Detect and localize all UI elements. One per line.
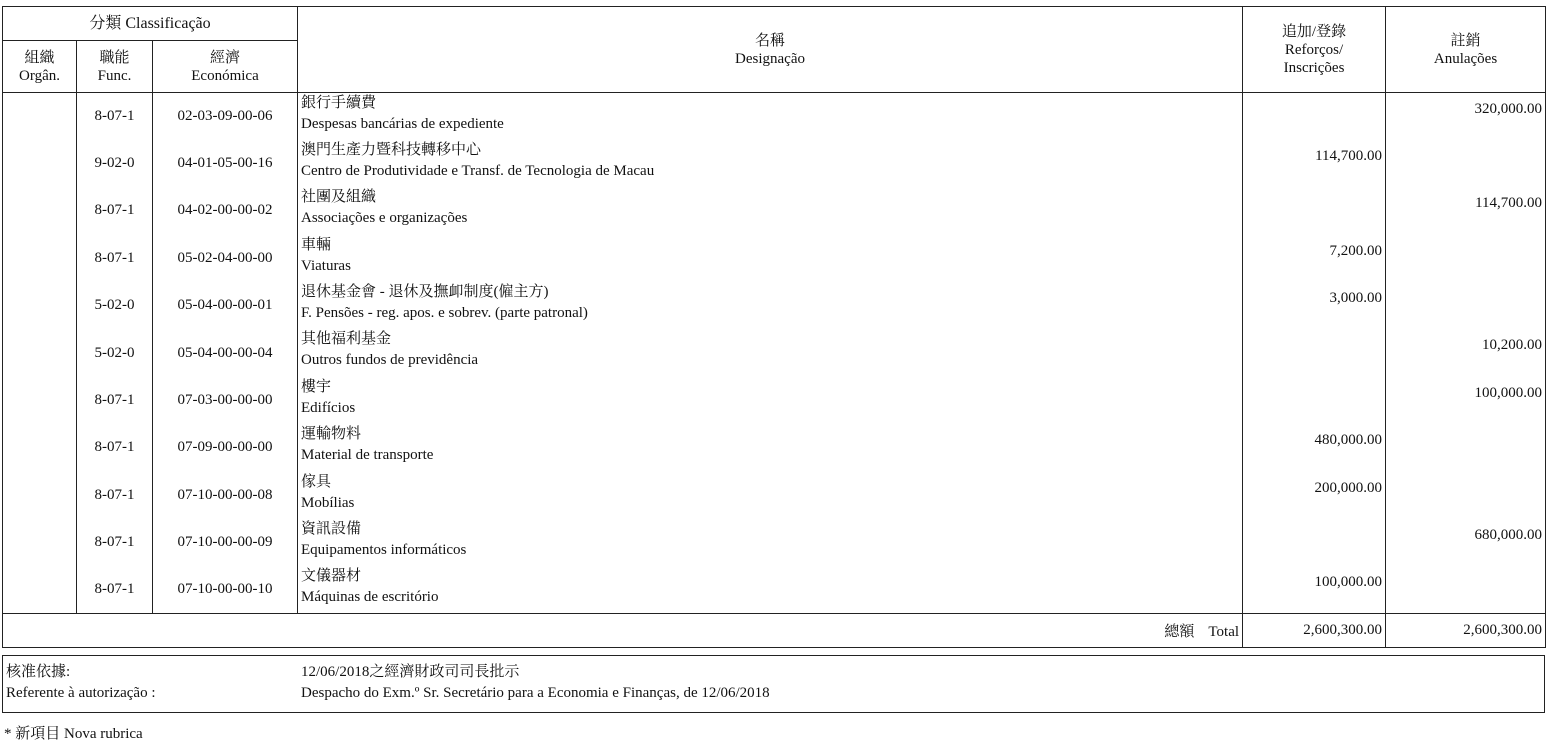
- designation-header-pt: Designação: [735, 50, 805, 67]
- func-cell: 8-07-1: [77, 519, 153, 566]
- total-reinforcement: 2,600,300.00: [1243, 614, 1386, 648]
- func-cell: 8-07-1: [77, 472, 153, 519]
- designation-zh: 文儀器材: [301, 568, 362, 585]
- designation-pt: Outros fundos de previdência: [301, 352, 479, 369]
- annulment-cell: [1386, 140, 1546, 187]
- designation-zh: 資訊設備: [301, 521, 362, 538]
- reinforcement-header-pt2: Inscrições: [1283, 59, 1345, 76]
- func-cell: 8-07-1: [77, 93, 153, 140]
- designation-cell: [298, 140, 1243, 187]
- classification-header: 分類 Classificação: [3, 7, 298, 41]
- func-cell: 8-07-1: [77, 424, 153, 471]
- eco-cell: 07-03-00-00-00: [153, 377, 298, 424]
- func-cell: 8-07-1: [77, 377, 153, 424]
- annulment-header-pt: Anulações: [1433, 50, 1498, 67]
- eco-cell: 07-10-00-00-10: [153, 566, 298, 613]
- annulment-header-zh: 註銷: [1450, 32, 1481, 49]
- reinforcement-cell: [1243, 187, 1386, 234]
- designation-zh: 社團及組織: [301, 189, 377, 206]
- reinforcement-cell: 7,200.00: [1243, 235, 1386, 282]
- footnote: * 新項目 Nova rubrica: [4, 726, 143, 742]
- func-cell: 5-02-0: [77, 329, 153, 376]
- organ-cell: [3, 282, 77, 329]
- organ-cell: [3, 566, 77, 613]
- authorization-label-zh: 核准依據:: [6, 664, 71, 680]
- total-label-pt: Total: [1208, 624, 1240, 641]
- eco-header-pt: Económica: [191, 67, 259, 84]
- designation-cell: [298, 566, 1243, 613]
- designation-cell: [298, 424, 1243, 471]
- designation-cell: [298, 329, 1243, 376]
- annulment-cell: [1386, 235, 1546, 282]
- eco-cell: 04-02-00-00-02: [153, 187, 298, 234]
- reinforcement-cell: [1243, 93, 1386, 140]
- annulment-cell: [1386, 472, 1546, 519]
- designation-cell: [298, 282, 1243, 329]
- reinforcement-cell: [1243, 377, 1386, 424]
- designation-pt: Máquinas de escritório: [301, 589, 439, 606]
- organ-header-pt: Orgân.: [19, 67, 60, 84]
- designation-pt: Despesas bancárias de expediente: [301, 116, 504, 132]
- table-row: [3, 472, 1546, 519]
- annulment-cell: 10,200.00: [1386, 329, 1546, 376]
- designation-cell: [298, 93, 1243, 140]
- budget-table-body: [3, 93, 1546, 614]
- table-row: [3, 377, 1546, 424]
- eco-header-zh: 經濟: [210, 49, 241, 66]
- designation-pt: Viaturas: [301, 257, 351, 274]
- total-annulment: 2,600,300.00: [1386, 614, 1546, 648]
- designation-zh: 運輸物料: [301, 426, 362, 443]
- eco-cell: 07-10-00-00-08: [153, 472, 298, 519]
- total-label-zh: 總額: [1164, 624, 1195, 641]
- eco-header: [153, 41, 298, 93]
- authorization-label-pt: Referente à autorização :: [6, 685, 156, 701]
- designation-zh: 車輛: [301, 236, 332, 253]
- table-row: [3, 424, 1546, 471]
- reinforcement-header-pt1: Reforços/: [1284, 41, 1344, 58]
- eco-cell: 07-09-00-00-00: [153, 424, 298, 471]
- organ-cell: [3, 472, 77, 519]
- func-header: [77, 41, 153, 93]
- table-row: [3, 93, 1546, 140]
- annulment-cell: 114,700.00: [1386, 187, 1546, 234]
- designation-zh: 退休基金會 - 退休及撫卹制度(僱主方): [301, 284, 549, 301]
- organ-cell: [3, 329, 77, 376]
- reinforcement-cell: [1243, 329, 1386, 376]
- reinforcement-cell: 100,000.00: [1243, 566, 1386, 613]
- organ-header-zh: 組織: [24, 49, 55, 66]
- table-row: [3, 187, 1546, 234]
- designation-pt: Centro de Produtividade e Transf. de Tecnologia de Macau: [301, 162, 655, 179]
- annulment-cell: [1386, 424, 1546, 471]
- designation-pt: F. Pensões - reg. apos. e sobrev. (parte patronal): [301, 305, 588, 322]
- annulment-cell: [1386, 566, 1546, 613]
- func-cell: 8-07-1: [77, 187, 153, 234]
- organ-cell: [3, 140, 77, 187]
- eco-cell: 05-04-00-00-01: [153, 282, 298, 329]
- designation-zh: 傢具: [301, 473, 332, 490]
- eco-cell: 05-04-00-00-04: [153, 329, 298, 376]
- designation-zh: 樓宇: [301, 378, 332, 395]
- eco-cell: 02-03-09-00-06: [153, 93, 298, 140]
- designation-pt: Associações e organizações: [301, 210, 468, 227]
- designation-zh: 其他福利基金: [301, 331, 392, 348]
- eco-cell: 07-10-00-00-09: [153, 519, 298, 566]
- organ-cell: [3, 93, 77, 140]
- reinforcement-header: [1243, 7, 1386, 93]
- func-header-zh: 職能: [99, 49, 130, 66]
- func-cell: 8-07-1: [77, 566, 153, 613]
- annulment-cell: 680,000.00: [1386, 519, 1546, 566]
- table-row: [3, 566, 1546, 613]
- designation-cell: [298, 377, 1243, 424]
- designation-header-zh: 名稱: [755, 32, 786, 49]
- designation-zh: 銀行手續費: [301, 95, 377, 111]
- designation-pt: Equipamentos informáticos: [301, 542, 467, 559]
- organ-cell: [3, 519, 77, 566]
- table-row: [3, 329, 1546, 376]
- table-row: [3, 235, 1546, 282]
- func-header-pt: Func.: [97, 67, 132, 84]
- annulment-cell: [1386, 282, 1546, 329]
- designation-pt: Mobílias: [301, 494, 355, 511]
- total-row: [3, 614, 1546, 648]
- authorization-text-pt: Despacho do Exm.º Sr. Secretário para a Economia e Finanças, de 12/06/2018: [301, 685, 770, 701]
- func-cell: 5-02-0: [77, 282, 153, 329]
- budget-table: [2, 6, 1546, 648]
- organ-cell: [3, 424, 77, 471]
- organ-header: [3, 41, 77, 93]
- func-cell: 9-02-0: [77, 140, 153, 187]
- eco-cell: 04-01-05-00-16: [153, 140, 298, 187]
- table-row: [3, 282, 1546, 329]
- authorization-text: [301, 662, 770, 704]
- annulment-cell: 320,000.00: [1386, 93, 1546, 140]
- designation-zh: 澳門生產力暨科技轉移中心: [301, 141, 482, 158]
- eco-cell: 05-02-04-00-00: [153, 235, 298, 282]
- annulment-cell: 100,000.00: [1386, 377, 1546, 424]
- designation-cell: [298, 235, 1243, 282]
- func-cell: 8-07-1: [77, 235, 153, 282]
- designation-pt: Material de transporte: [301, 447, 434, 464]
- organ-cell: [3, 187, 77, 234]
- reinforcement-cell: 114,700.00: [1243, 140, 1386, 187]
- budget-table-container: [2, 6, 1545, 648]
- reinforcement-header-zh: 追加/登錄: [1281, 23, 1347, 40]
- organ-cell: [3, 377, 77, 424]
- table-row: [3, 519, 1546, 566]
- organ-cell: [3, 235, 77, 282]
- total-label: [3, 614, 1243, 648]
- authorization-label: [6, 662, 156, 704]
- reinforcement-cell: 3,000.00: [1243, 282, 1386, 329]
- designation-cell: [298, 187, 1243, 234]
- reinforcement-cell: 480,000.00: [1243, 424, 1386, 471]
- table-row: [3, 140, 1546, 187]
- reinforcement-cell: [1243, 519, 1386, 566]
- authorization-box: [2, 655, 1545, 713]
- reinforcement-cell: 200,000.00: [1243, 472, 1386, 519]
- designation-cell: [298, 472, 1243, 519]
- designation-header: [298, 7, 1243, 93]
- annulment-header: [1386, 7, 1546, 93]
- designation-cell: [298, 519, 1243, 566]
- designation-pt: Edifícios: [301, 399, 356, 416]
- authorization-text-zh: 12/06/2018之經濟財政司司長批示: [301, 664, 520, 680]
